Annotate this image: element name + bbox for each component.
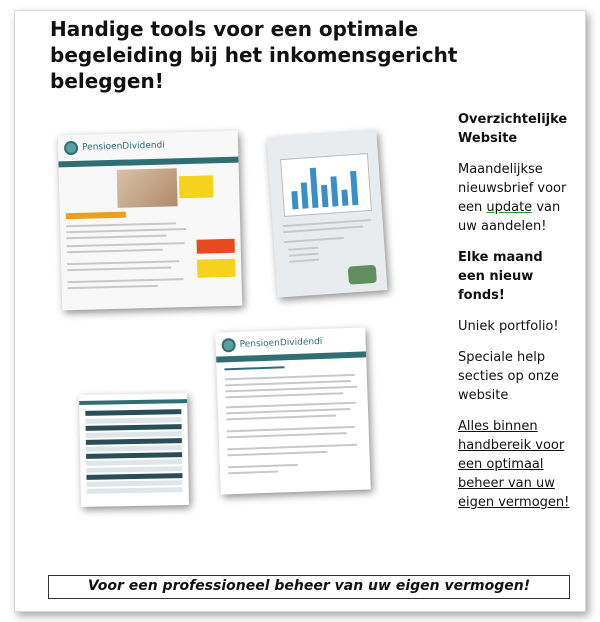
- chart-bar: [310, 168, 319, 208]
- logo-text: PensioenDividendi: [239, 336, 323, 350]
- chart-bar: [330, 176, 338, 206]
- update-word: update: [486, 200, 533, 215]
- text-line: [226, 408, 350, 414]
- text-line: [67, 266, 171, 271]
- article-screenshot: [215, 327, 371, 494]
- text-line: [225, 374, 355, 381]
- text-line: [227, 432, 347, 438]
- table-header-row: [85, 409, 181, 416]
- text-line: [225, 392, 343, 398]
- text-line: [66, 235, 166, 240]
- text-line: [226, 402, 356, 409]
- article-logo: [221, 335, 322, 353]
- logo-text: PensioenDividendi: [81, 140, 165, 153]
- logo-icon: [221, 338, 235, 352]
- feature-website: Overzichtelijke Website: [458, 112, 568, 146]
- text-line: [289, 259, 319, 263]
- footer-banner: Voor een professioneel beheer van uw eigen vermogen!: [48, 575, 570, 599]
- table-navbar: [79, 399, 187, 405]
- feature-newsletter: [458, 160, 573, 236]
- text-line: [227, 426, 355, 432]
- table-row: [86, 452, 182, 459]
- chart-bar: [350, 171, 358, 205]
- portfolio-table-screenshot: [79, 393, 189, 507]
- table-row: [86, 466, 182, 473]
- website-logo: [64, 139, 165, 156]
- text-line: [68, 285, 158, 289]
- text-line: [225, 380, 351, 386]
- orange-bar: [66, 212, 126, 220]
- feature-portfolio: Uniek portfolio!: [458, 319, 559, 334]
- table-row: [87, 480, 183, 487]
- table-row: [86, 431, 182, 438]
- text-line: [67, 242, 185, 247]
- text-line: [228, 464, 298, 468]
- table-row: [86, 445, 182, 452]
- article-navbar: [216, 351, 366, 362]
- text-line: [68, 278, 184, 283]
- side-badge: [197, 239, 235, 254]
- text-line: [284, 237, 344, 243]
- website-screenshot: [58, 131, 243, 311]
- text-line: [67, 249, 163, 254]
- logo-icon: [64, 141, 78, 155]
- banner-photo: [117, 168, 178, 208]
- text-line: [227, 444, 357, 451]
- chart-bar: [291, 191, 298, 209]
- table-row: [85, 417, 181, 424]
- text-line: [225, 386, 357, 393]
- table-row: [87, 487, 183, 494]
- screenshot-collage: [40, 108, 410, 538]
- newsletter-chart-screenshot: [267, 130, 388, 297]
- website-navbar: [58, 157, 238, 168]
- text-line: [224, 366, 284, 370]
- headline: Handige tools voor een optimale begeleiding bij het inkomensgericht beleggen!: [50, 17, 458, 93]
- text-line: [66, 228, 186, 233]
- text-line: [283, 226, 363, 234]
- world-map-thumbnail: [348, 265, 377, 285]
- text-line: [67, 260, 179, 265]
- banner-sticker: [179, 175, 214, 198]
- text-line: [288, 247, 318, 251]
- chart-bar: [301, 182, 309, 208]
- text-line: [227, 451, 327, 456]
- feature-newsletter-text: Maandelijkse nieuwsbrief voor een: [458, 162, 567, 215]
- side-badge: [197, 259, 235, 278]
- table-row: [86, 473, 182, 480]
- text-line: [66, 222, 176, 227]
- text-line: [226, 414, 336, 420]
- text-line: [228, 471, 278, 475]
- bar-chart-thumbnail: [280, 153, 372, 217]
- table-row: [86, 438, 182, 445]
- feature-newsletter-text-end: van uw aandelen!: [458, 200, 561, 234]
- text-line: [289, 253, 319, 257]
- feature-monthly-fund: Elke maand een nieuw fonds!: [458, 250, 543, 303]
- chart-bar: [341, 190, 348, 206]
- table-row: [86, 424, 182, 431]
- feature-list: [458, 110, 573, 512]
- feature-help-sections: Speciale help secties op onze website: [458, 350, 559, 403]
- feature-all-within-reach-link[interactable]: Alles binnen handbereik voor een optimaal beheer van uw eigen vermogen!: [458, 419, 570, 510]
- table-row: [86, 459, 182, 466]
- chart-bar: [321, 185, 329, 207]
